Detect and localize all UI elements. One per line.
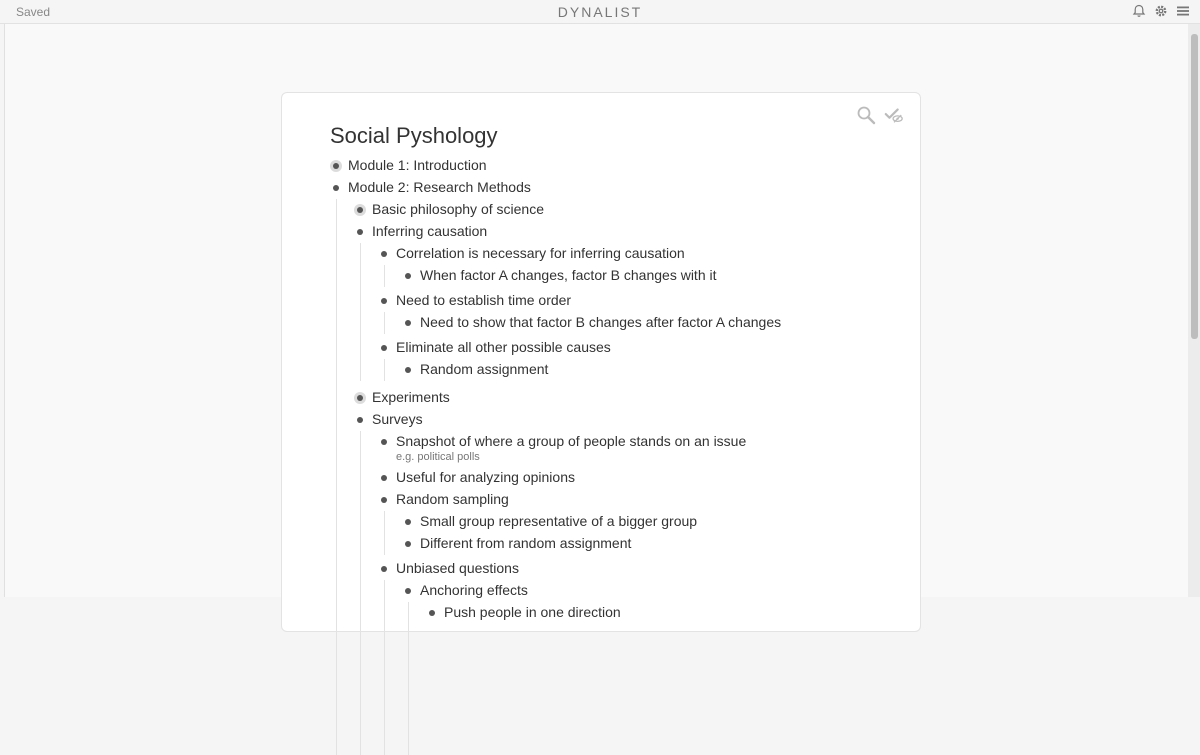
- document-page: [281, 92, 921, 632]
- bullet-icon[interactable]: [330, 182, 342, 194]
- outline-item-note[interactable]: e.g. political polls: [396, 451, 480, 463]
- outline-item[interactable]: [402, 511, 882, 533]
- outline-item[interactable]: [354, 409, 882, 431]
- indent-guide: [384, 312, 385, 334]
- scrollbar[interactable]: [1188, 24, 1200, 597]
- outline-item[interactable]: [330, 177, 882, 199]
- bullet-icon[interactable]: [378, 563, 390, 575]
- bullet-icon[interactable]: [402, 516, 414, 528]
- outline-item-label[interactable]: Inferring causation: [372, 223, 488, 239]
- bell-icon[interactable]: [1132, 4, 1146, 18]
- hide-completed-icon[interactable]: [884, 105, 904, 125]
- outline-item-label[interactable]: Unbiased questions: [396, 560, 519, 576]
- outline-item-label[interactable]: Random assignment: [420, 361, 549, 377]
- bullet-icon[interactable]: [354, 414, 366, 426]
- outline-item[interactable]: [378, 290, 882, 312]
- outline-item-label[interactable]: Basic philosophy of science: [372, 201, 544, 217]
- outline-item-label[interactable]: Useful for analyzing opinions: [396, 469, 575, 485]
- indent-guide: [384, 359, 385, 381]
- top-bar: [0, 0, 1200, 24]
- bullet-icon[interactable]: [378, 342, 390, 354]
- bullet-icon[interactable]: [426, 607, 438, 619]
- bullet-icon[interactable]: [378, 472, 390, 484]
- bullet-icon[interactable]: [378, 494, 390, 506]
- outline-item[interactable]: [378, 243, 882, 265]
- bullet-icon[interactable]: [402, 538, 414, 550]
- outline-item-label[interactable]: Surveys: [372, 411, 423, 427]
- outline-item-label[interactable]: Different from random assignment: [420, 535, 632, 551]
- indent-guide: [384, 511, 385, 555]
- outline-item-label[interactable]: Eliminate all other possible causes: [396, 339, 611, 355]
- outline-item-label[interactable]: Experiments: [372, 389, 450, 405]
- outline-item-label[interactable]: Need to show that factor B changes after factor A changes: [420, 314, 782, 330]
- outline-item-label[interactable]: Need to establish time order: [396, 292, 572, 308]
- search-icon[interactable]: [856, 105, 876, 125]
- outline-item-label[interactable]: Correlation is necessary for inferring causation: [396, 245, 685, 261]
- save-status: Saved: [16, 5, 51, 19]
- outline-item[interactable]: [402, 359, 882, 381]
- bullet-icon[interactable]: [402, 317, 414, 329]
- outline-item[interactable]: [378, 489, 882, 511]
- outline-item-label[interactable]: Module 1: Introduction: [348, 157, 487, 173]
- bullet-icon[interactable]: [402, 364, 414, 376]
- app-brand: DYNALIST: [557, 4, 643, 20]
- indent-guide: [360, 431, 361, 755]
- collapsed-bullet-icon[interactable]: [330, 160, 342, 172]
- outline-item[interactable]: [402, 312, 882, 334]
- indent-guide: [408, 602, 409, 755]
- outline-item[interactable]: [402, 265, 882, 287]
- indent-guide: [336, 199, 337, 755]
- outline-item-label[interactable]: Push people in one direction: [444, 604, 621, 620]
- outline-item-label[interactable]: Snapshot of where a group of people stands on an issue: [396, 433, 747, 449]
- outline-item[interactable]: [402, 580, 882, 602]
- collapsed-bullet-icon[interactable]: [354, 392, 366, 404]
- outline-item-label[interactable]: Random sampling: [396, 491, 509, 507]
- bullet-icon[interactable]: [402, 585, 414, 597]
- outline-item-label[interactable]: When factor A changes, factor B changes with it: [420, 267, 717, 283]
- outline-item[interactable]: [426, 602, 882, 624]
- indent-guide: [360, 243, 361, 381]
- outline-item[interactable]: [378, 558, 882, 580]
- outline-item[interactable]: [330, 155, 882, 177]
- outline-item[interactable]: [378, 337, 882, 359]
- collapsed-bullet-icon[interactable]: [354, 204, 366, 216]
- outline-item[interactable]: [354, 199, 882, 221]
- outline-item-label[interactable]: Module 2: Research Methods: [348, 179, 531, 195]
- document-title[interactable]: Social Pyshology: [330, 123, 498, 148]
- outline-item[interactable]: [378, 467, 882, 489]
- outline-item[interactable]: [378, 431, 882, 463]
- scrollbar-thumb[interactable]: [1191, 34, 1198, 339]
- bullet-icon[interactable]: [402, 270, 414, 282]
- menu-icon[interactable]: [1176, 4, 1190, 18]
- bullet-icon[interactable]: [378, 436, 390, 448]
- bullet-icon[interactable]: [354, 226, 366, 238]
- outline-item-label[interactable]: Anchoring effects: [420, 582, 528, 598]
- top-icons: [1132, 4, 1190, 18]
- outline-item-label[interactable]: Small group representative of a bigger group: [420, 513, 698, 529]
- gear-icon[interactable]: [1154, 4, 1168, 18]
- bullet-icon[interactable]: [378, 295, 390, 307]
- outline-item[interactable]: [354, 387, 882, 409]
- document-tools: [856, 105, 904, 125]
- outline-item[interactable]: [354, 221, 882, 243]
- indent-guide: [384, 580, 385, 755]
- outline-item[interactable]: [402, 533, 882, 555]
- workspace: [4, 24, 1189, 620]
- bullet-icon[interactable]: [378, 248, 390, 260]
- indent-guide: [384, 265, 385, 287]
